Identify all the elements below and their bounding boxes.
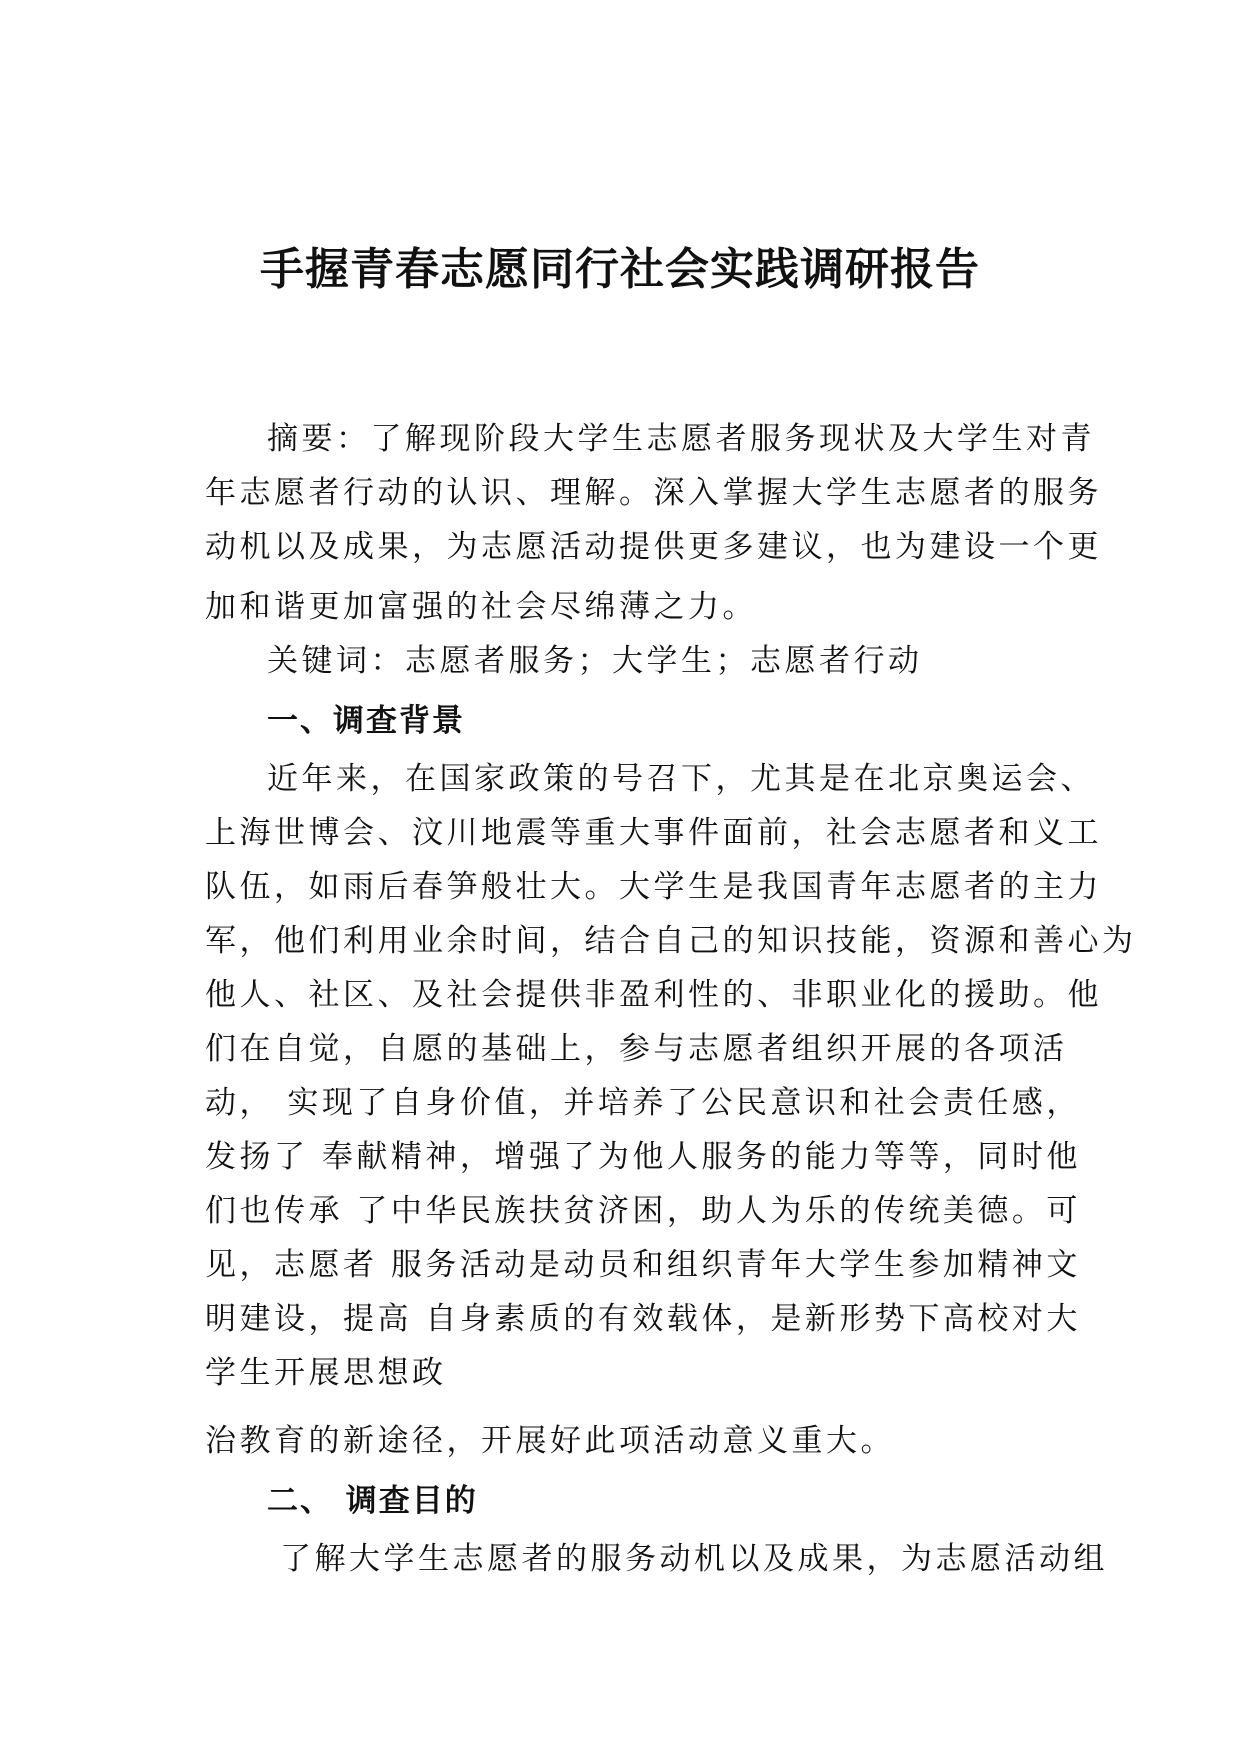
- document-body: [205, 412, 1137, 1586]
- paragraph-line: 明建设，提高 自身素质的有效载体，是新形势下高校对大: [205, 1301, 1081, 1337]
- paragraph-line: 队伍，如雨后春笋般壮大。大学生是我国青年志愿者的主力: [205, 869, 1102, 905]
- paragraph-line: 他人、社区、及社会提供非盈利性的、非职业化的援助。他: [205, 977, 1102, 1013]
- paragraph-line: 近年来，在国家政策的号召下，尤其是在北京奥运会、: [267, 761, 1095, 797]
- paragraph-line: 们在自觉，自愿的基础上，参与志愿者组织开展的各项活: [205, 1031, 1068, 1067]
- paragraph-line: 了解大学生志愿者的服务动机以及成果，为志愿活动组: [280, 1541, 1108, 1577]
- keywords-line: 关键词：志愿者服务；大学生；志愿者行动: [267, 643, 923, 679]
- abstract-line: 动机以及成果，为志愿活动提供更多建议，也为建设一个更: [205, 529, 1102, 565]
- background-paragraph: [205, 752, 1137, 1468]
- document-title: 手握青春志愿同行社会实践调研报告: [260, 244, 980, 295]
- paragraph-line: 学生开展思想政: [205, 1355, 447, 1391]
- paragraph-line: 发扬了 奉献精神，增强了为他人服务的能力等等，同时他: [205, 1139, 1081, 1175]
- paragraph-line: 上海世博会、汶川地震等重大事件面前，社会志愿者和义工: [205, 815, 1102, 851]
- abstract-line: 年志愿者行动的认识、理解。深入掌握大学生志愿者的服务: [205, 475, 1102, 511]
- abstract-line: 摘要：了解现阶段大学生志愿者服务现状及大学生对青: [267, 421, 1095, 457]
- section-heading-purpose: 二、 调查目的: [267, 1483, 478, 1519]
- section-heading-background: 一、调查背景: [267, 703, 465, 739]
- abstract-paragraph: [205, 412, 1102, 634]
- paragraph-line: 军，他们利用业余时间，结合自己的知识技能，资源和善心为: [205, 923, 1137, 959]
- paragraph-line: 动， 实现了自身价值，并培养了公民意识和社会责任感，: [205, 1085, 1081, 1121]
- paragraph-line: 们也传承 了中华民族扶贫济困，助人为乐的传统美德。可: [205, 1193, 1081, 1229]
- purpose-paragraph: [205, 1532, 1108, 1586]
- abstract-line: 加和谐更加富强的社会尽绵薄之力。: [205, 589, 757, 625]
- paragraph-line: 治教育的新途径，开展好此项活动意义重大。: [205, 1423, 895, 1459]
- paragraph-line: 见，志愿者 服务活动是动员和组织青年大学生参加精神文: [205, 1247, 1081, 1283]
